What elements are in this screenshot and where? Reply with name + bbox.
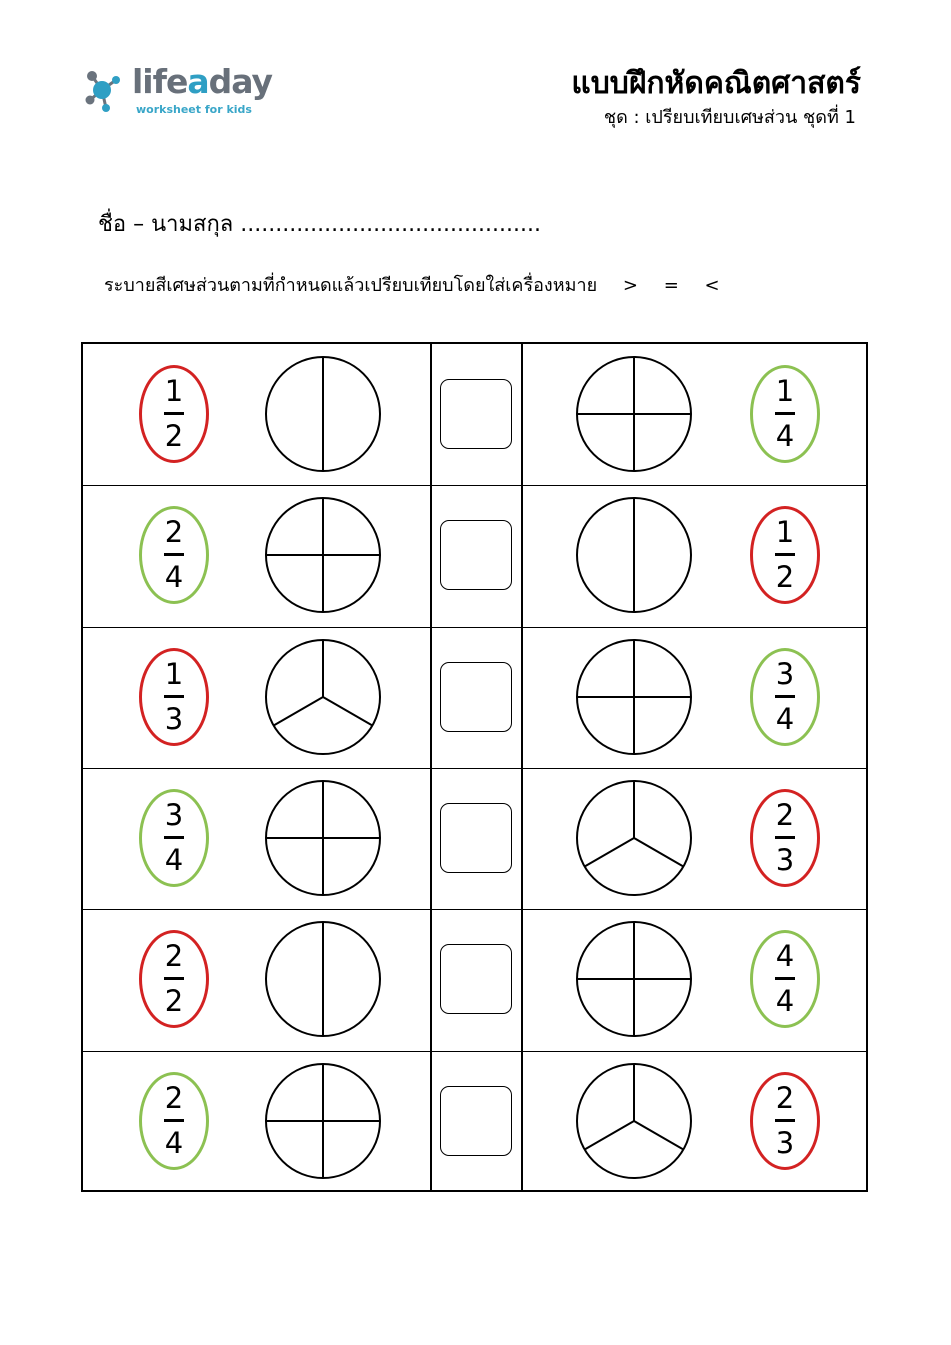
fraction-bar [164,553,184,556]
left-fraction [139,1072,209,1170]
fraction-denominator: 3 [775,842,795,877]
row-divider [83,768,866,769]
fraction-bar [164,836,184,839]
fraction-bar [775,836,795,839]
left-fraction-circle-4-parts[interactable] [263,495,383,615]
right-fraction-circle-4-parts[interactable] [574,919,694,1039]
fraction-bar [775,1119,795,1122]
comparison-row [83,627,866,769]
comparison-row [83,485,866,627]
fraction-numerator: 1 [775,374,795,408]
comparison-row [83,344,866,486]
circle-divider [634,1121,683,1150]
right-fraction [750,648,820,746]
fraction-numerator: 3 [775,656,795,691]
molecule-logo-icon [82,66,128,116]
fraction-denominator: 3 [775,1125,795,1160]
circle-divider [634,838,683,867]
fraction-bar [164,695,184,698]
fraction-bar [775,412,795,415]
fraction-denominator: 4 [775,984,795,1019]
left-fraction [139,365,209,463]
instructions-text: ระบายสีเศษส่วนตามที่กำหนดแล้วเปรียบเทียบโดยใส่เครื่องหมาย [104,275,598,296]
brand-tagline: worksheet for kids [136,103,252,116]
fraction-bar [164,1119,184,1122]
right-fraction [750,789,820,887]
right-fraction-circle-4-parts[interactable] [574,354,694,474]
left-fraction-circle-3-parts[interactable] [263,637,383,757]
symbol-less-than: < [704,275,720,296]
answer-box[interactable] [440,520,512,590]
worksheet-title: แบบฝึกหัดคณิตศาสตร์ [571,66,861,101]
answer-box[interactable] [440,944,512,1014]
left-fraction [139,506,209,604]
symbol-equal: = [663,275,679,296]
fraction-numerator: 1 [164,374,184,408]
right-fraction [750,1072,820,1170]
comparison-row [83,768,866,910]
fraction-bar [775,695,795,698]
right-fraction [750,506,820,604]
row-divider [83,485,866,486]
fraction-denominator: 2 [775,560,795,595]
fraction-numerator: 2 [164,1080,184,1115]
fraction-numerator: 1 [164,656,184,691]
fraction-denominator: 2 [164,984,184,1019]
row-divider [83,627,866,628]
left-fraction-circle-4-parts[interactable] [263,1061,383,1181]
answer-box[interactable] [440,1086,512,1156]
brand-logo [82,64,282,124]
fraction-denominator: 3 [164,701,184,736]
comparison-row [83,1051,866,1193]
fraction-bar [164,977,184,980]
fraction-denominator: 4 [164,560,184,595]
fraction-numerator: 4 [775,939,795,974]
symbol-greater-than: > [622,275,638,296]
left-fraction-circle-2-parts[interactable] [263,919,383,1039]
comparison-row [83,909,866,1051]
right-fraction [750,930,820,1028]
circle-divider [585,838,634,867]
circle-divider [585,1121,634,1150]
right-fraction-circle-3-parts[interactable] [574,1061,694,1181]
fraction-numerator: 2 [164,515,184,550]
answer-box[interactable] [440,379,512,449]
circle-divider [274,697,323,726]
left-fraction-circle-2-parts[interactable] [263,354,383,474]
fraction-bar [164,412,184,415]
fraction-denominator: 4 [164,1125,184,1160]
answer-box[interactable] [440,662,512,732]
row-divider [83,909,866,910]
comparison-grid [81,342,868,1192]
left-fraction-circle-4-parts[interactable] [263,778,383,898]
left-fraction [139,789,209,887]
fraction-numerator: 2 [775,797,795,832]
worksheet-subtitle: ชุด : เปรียบเทียบเศษส่วน ชุดที่ 1 [603,107,856,128]
fraction-denominator: 4 [164,842,184,877]
fraction-bar [775,977,795,980]
right-fraction [750,365,820,463]
right-fraction-circle-4-parts[interactable] [574,637,694,757]
fraction-denominator: 4 [775,419,795,453]
brand-name: lifeaday [132,62,273,101]
fraction-bar [775,553,795,556]
right-fraction-circle-3-parts[interactable] [574,778,694,898]
fraction-denominator: 4 [775,701,795,736]
row-divider [83,1051,866,1052]
left-fraction [139,930,209,1028]
student-name-field[interactable]: ชื่อ – นามสกุล ........................................... [98,212,541,237]
fraction-numerator: 2 [775,1080,795,1115]
fraction-denominator: 2 [164,419,184,453]
right-fraction-circle-2-parts[interactable] [574,495,694,615]
fraction-numerator: 3 [164,797,184,832]
fraction-numerator: 1 [775,515,795,550]
instructions [104,270,720,299]
fraction-numerator: 2 [164,939,184,974]
circle-divider [323,697,372,726]
left-fraction [139,648,209,746]
answer-box[interactable] [440,803,512,873]
